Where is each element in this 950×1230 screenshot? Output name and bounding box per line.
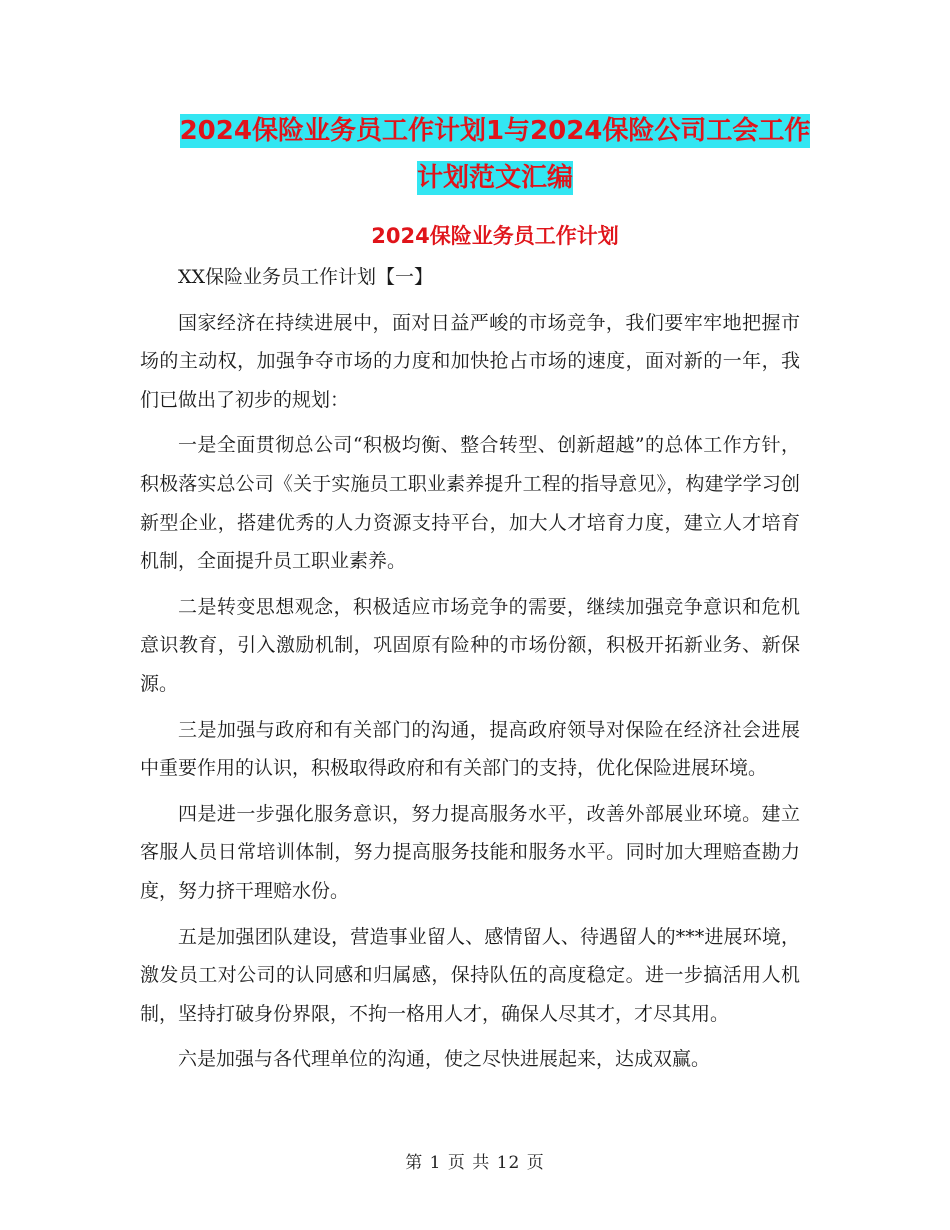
paragraph: 二是转变思想观念，积极适应市场竞争的需要，继续加强竞争意识和危机意识教育，引入激励机制，巩固原有险种的市场份额，积极开拓新业务、新保源。 <box>140 595 800 695</box>
paragraph: 国家经济在持续进展中，面对日益严峻的市场竞争，我们要牢牢地把握市场的主动权，加强争夺市场的力度和加快抢占市场的速度，面对新的一年，我们已做出了初步的规划： <box>140 311 800 411</box>
paragraph: 三是加强与政府和有关部门的沟通，提高政府领导对保险在经济社会进展中重要作用的认识，积极取得政府和有关部门的支持，优化保险进展环境。 <box>140 718 800 780</box>
paragraph-heading: XX保险业务员工作计划【一】 <box>178 266 434 288</box>
paragraph: 四是进一步强化服务意识，努力提高服务水平，改善外部展业环境。建立客服人员日常培训体制，努力提高服务技能和服务水平。同时加大理赔查勘力度，努力挤干理赔水份。 <box>140 802 800 902</box>
main-title-line-1: 2024保险业务员工作计划1与2024保险公司工会工作 <box>179 116 811 146</box>
section-title: 2024保险业务员工作计划 <box>371 224 619 248</box>
main-title <box>140 108 850 202</box>
page-footer: 第 1 页 共 12 页 <box>405 1153 545 1173</box>
paragraph: 一是全面贯彻总公司“积极均衡、整合转型、创新超越”的总体工作方针，积极落实总公司《关于实施员工职业素养提升工程的指导意见》，构建学学习创新型企业，搭建优秀的人力资源支持平台，加大人才培育力度，建立人才培育机制，全面提升员工职业素养。 <box>140 434 800 573</box>
paragraph: 六是加强与各代理单位的沟通，使之尽快进展起来，达成双赢。 <box>178 1048 711 1071</box>
paragraph: 五是加强团队建设，营造事业留人、感情留人、待遇留人的***进展环境，激发员工对公司的认同感和归属感，保持队伍的高度稳定。进一步搞活用人机制，坚持打破身份界限，不拘一格用人才，确保人尽其才，才尽其用。 <box>140 925 800 1025</box>
body-text <box>140 258 800 1086</box>
main-title-line-2: 计划范文汇编 <box>416 163 573 193</box>
